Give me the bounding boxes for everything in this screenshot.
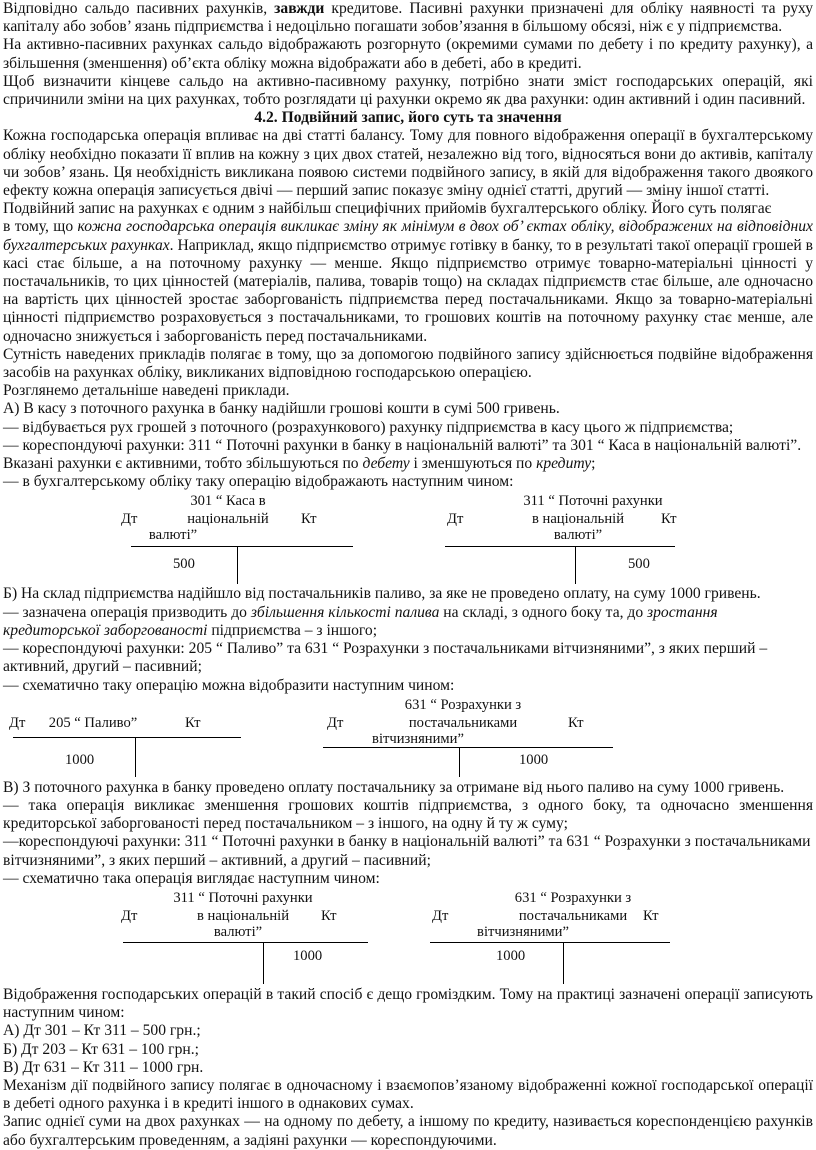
paragraph: А) В касу з поточного рахунка в банку надійшли грошові кошти в сумі 500 гривень. [3, 400, 560, 418]
text: — зазначена операція призводить до [3, 603, 251, 621]
paragraph: В) З поточного рахунка в банку проведено оплату постачальнику за отримане від нього паливо на суму 1000 гривень. [3, 778, 785, 796]
account-title-line: постачальниками [518, 907, 628, 924]
t-accounts-example-b [3, 695, 813, 779]
credit-amount: 1000 [519, 751, 549, 768]
text: Вказані рахунки є активними, тобто збільшуються по [3, 455, 363, 473]
t-account-top-line [323, 747, 613, 748]
t-account-top-line [445, 546, 675, 547]
text: на складі, з одного боку та, до [439, 603, 648, 621]
debit-label: Дт [327, 714, 344, 731]
account-title-line: валюті” [553, 527, 603, 544]
debit-label: Дт [121, 511, 138, 528]
credit-amount: 500 [628, 556, 650, 573]
document-page [3, 0, 813, 1150]
credit-label: Кт [185, 714, 201, 731]
debit-amount: 1000 [65, 751, 95, 768]
paragraph: — така операція викликає зменшення грошових коштів підприємства, з одного боку, та одночасно зменшення кредиторської заборгованості перед постачальником – з іншого, на одну й ту ж суму; [3, 796, 813, 833]
paragraph [3, 218, 813, 345]
account-title-line: національній [187, 511, 269, 528]
credit-label: Кт [301, 511, 317, 528]
paragraph: На активно-пасивних рахунках сальдо відображають розгорнуто (окремими сумами по дебету і по кредиту рахунку), а збільшення (зменшення) об’єкта обліку можна відображати або в дебеті, або в кредиті. [3, 36, 813, 72]
t-account-divider [459, 747, 460, 777]
t-accounts-example-c [3, 888, 813, 986]
paragraph: — кореспондуючі рахунки: 205 “ Паливо” та 631 “ Розрахунки з постачальниками вітчизняними”, з яких перший – активний, другий – пасивний; [3, 640, 768, 676]
credit-label: Кт [568, 714, 584, 731]
t-account-divider [237, 546, 238, 584]
section-heading: 4.2. Подвійний запис, його суть та значення [254, 109, 562, 127]
t-account-divider [135, 737, 136, 777]
text: . Наприклад, якщо підприємство отримує готівку в банку, то в результаті такої операції грошей в касі стає більше, а на поточному рахунку — менше. Якщо підприємство отримує товарно-матеріальні цінності у постачальників, то цих цінностей (матеріалів, палива, товарів тощо) на складах підприємств стає більше, але одночасно на вартість цих цінностей зростає заборгованість підприємства перед постачальниками. Якщо за товарно-матеріальні цінності підприємство розраховується з постачальниками, то грошових коштів на поточному рахунку стає менше, але одночасно знижується і заборгованість перед постачальниками. [3, 236, 813, 345]
t-account-divider [263, 942, 264, 984]
credit-label: Кт [321, 907, 337, 924]
account-title-line: валюті” [148, 527, 198, 544]
account-title-line: в національній [196, 907, 290, 924]
account-title-line: 301 “ Каса в [190, 493, 266, 510]
t-account-top-line [13, 737, 241, 738]
text: кредитове. Пасивні рахунки призначені для обліку наявності та руху капіталу або зобов’ язань підприємства і недоцільно погашати зобов’язання в більшому обсязі, ніж є у підприємства. [3, 0, 813, 36]
account-title-line: вітчизняними” [372, 730, 464, 747]
paragraph: — схематично таку операцію можна відобразити наступним чином: [3, 676, 455, 694]
paragraph: Розглянемо детальніше наведені приклади. [3, 382, 290, 400]
credit-amount: 1000 [293, 947, 323, 964]
paragraph: Б) На склад підприємства надійшло від постачальників паливо, за яке не проведено оплату, на суму 1000 гривень. [3, 585, 761, 603]
paragraph: В) Дт 631 – Кт 311 – 1000 грн. [3, 1058, 204, 1076]
text: і зменшуються по [409, 455, 537, 473]
debit-label: Дт [9, 714, 26, 731]
credit-label: Кт [643, 907, 659, 924]
italic-text: дебету [362, 455, 410, 473]
debit-amount: 1000 [496, 947, 526, 964]
debit-label: Дт [121, 907, 138, 924]
italic-text: збільшення кількості палива [250, 603, 440, 621]
account-title-line: 311 “ Поточні рахунки [523, 493, 663, 510]
account-title-line: в національній [531, 511, 625, 528]
account-title-line: вітчизняними” [477, 923, 569, 940]
paragraph: Подвійний запис на рахунках є одним з найбільш специфічних прийомів бухгалтерського обліку. Його суть полягає [3, 200, 772, 218]
paragraph: Кожна господарська операція впливає на дві статті балансу. Тому для повного відображення операції в бухгалтерському обліку необхідно показати її вплив на кожну з цих двох статей, незалежно від того, відносяться вони до активів, капіталу чи зобов’ язань. Ця необхідність викликана появою системи подвійного запису, в якій для відображення такого двоякого ефекту кожна операція записується двічі — перший запис показує зміну однієї статті, другий — зміну іншої статті. [3, 127, 813, 200]
paragraph: — відбувається рух грошей з поточного (розрахункового) рахунку підприємства в касу цього ж підприємства; [3, 418, 734, 436]
account-title-line: валюті” [213, 923, 263, 940]
account-title-line: 631 “ Розрахунки з [404, 696, 522, 713]
paragraph [3, 455, 813, 473]
account-title-line: постачальниками [408, 714, 518, 731]
text: підприємства – з іншого; [207, 621, 378, 639]
emphasis-text: завжди [274, 0, 325, 17]
account-title-line: 205 “ Паливо” [48, 714, 138, 731]
italic-text: кредиту [536, 455, 592, 473]
text: в тому, що [3, 218, 78, 236]
text: Відповідно сальдо пасивних рахунків, [3, 0, 275, 17]
paragraph: — кореспондуючі рахунки: 311 “ Поточні рахунки в банку в національній валюті” та 301 “ Каса в національній валюті”. [3, 436, 802, 454]
paragraph: А) Дт 301 – Кт 311 – 500 грн.; [3, 1022, 201, 1040]
t-account-divider [575, 546, 576, 584]
debit-amount: 500 [173, 556, 195, 573]
t-account-top-line [123, 942, 368, 943]
italic-text: зростання кредиторської заборгованості [3, 603, 718, 639]
paragraph: Б) Дт 203 – Кт 631 – 100 грн.; [3, 1040, 199, 1058]
account-title-line: 631 “ Розрахунки з [514, 889, 632, 906]
debit-label: Дт [432, 907, 449, 924]
paragraph: Механізм дії подвійного запису полягає в одночасному і взаємопов’язаному відображенні кожної господарської операції в дебеті одного рахунка і в кредиті іншого в однакових сумах. [3, 1076, 813, 1113]
paragraph [3, 604, 813, 640]
paragraph: — в бухгалтерському обліку таку операцію відображають наступним чином: [3, 473, 514, 491]
debit-label: Дт [447, 511, 464, 528]
t-accounts-example-a [3, 491, 813, 585]
credit-label: Кт [661, 511, 677, 528]
t-account-top-line [131, 546, 353, 547]
paragraph: Запис однієї суми на двох рахунках — на одному по дебету, а іншому по кредиту, називається кореспонденцією рахунків або бухгалтерським проведенням, а задіяні рахунки — кореспондуючими. [3, 1113, 813, 1149]
paragraph: Сутність наведених прикладів полягає в тому, що за допомогою подвійного запису здійснюється подвійне відображення засобів на рахунках обліку, викликаних відповідною господарською операцією. [3, 345, 813, 382]
paragraph: —кореспондуючі рахунки: 311 “ Поточні рахунки в банку в національній валюті” та 631 “ Розрахунки з постачальниками вітчизняними”, з яких перший – активний, а другий – пасивний; [3, 833, 811, 869]
account-title-line: 311 “ Поточні рахунки [173, 889, 313, 906]
t-account-top-line [430, 942, 670, 943]
t-account-divider [563, 942, 564, 984]
paragraph: Щоб визначити кінцеве сальдо на активно-пасивному рахунку, потрібно знати зміст господарських операцій, які спричинили зміни на цих рахунках, тобто розглядати ці рахунки окремо як два рахунки: один активний і один пасивний. [3, 72, 813, 109]
text: ; [591, 455, 596, 473]
paragraph [3, 0, 813, 36]
paragraph: Відображення господарських операцій в такий спосіб є дещо громіздким. Тому на практиці зазначені операції записують наступним чином: [3, 985, 813, 1022]
paragraph: — схематично така операція виглядає наступним чином: [3, 869, 380, 887]
italic-text: кожна господарська операція викликає зміну як мінімум в двох об’ єктах обліку, відображених на відповідних бухгалтерських рахунках [3, 218, 813, 254]
